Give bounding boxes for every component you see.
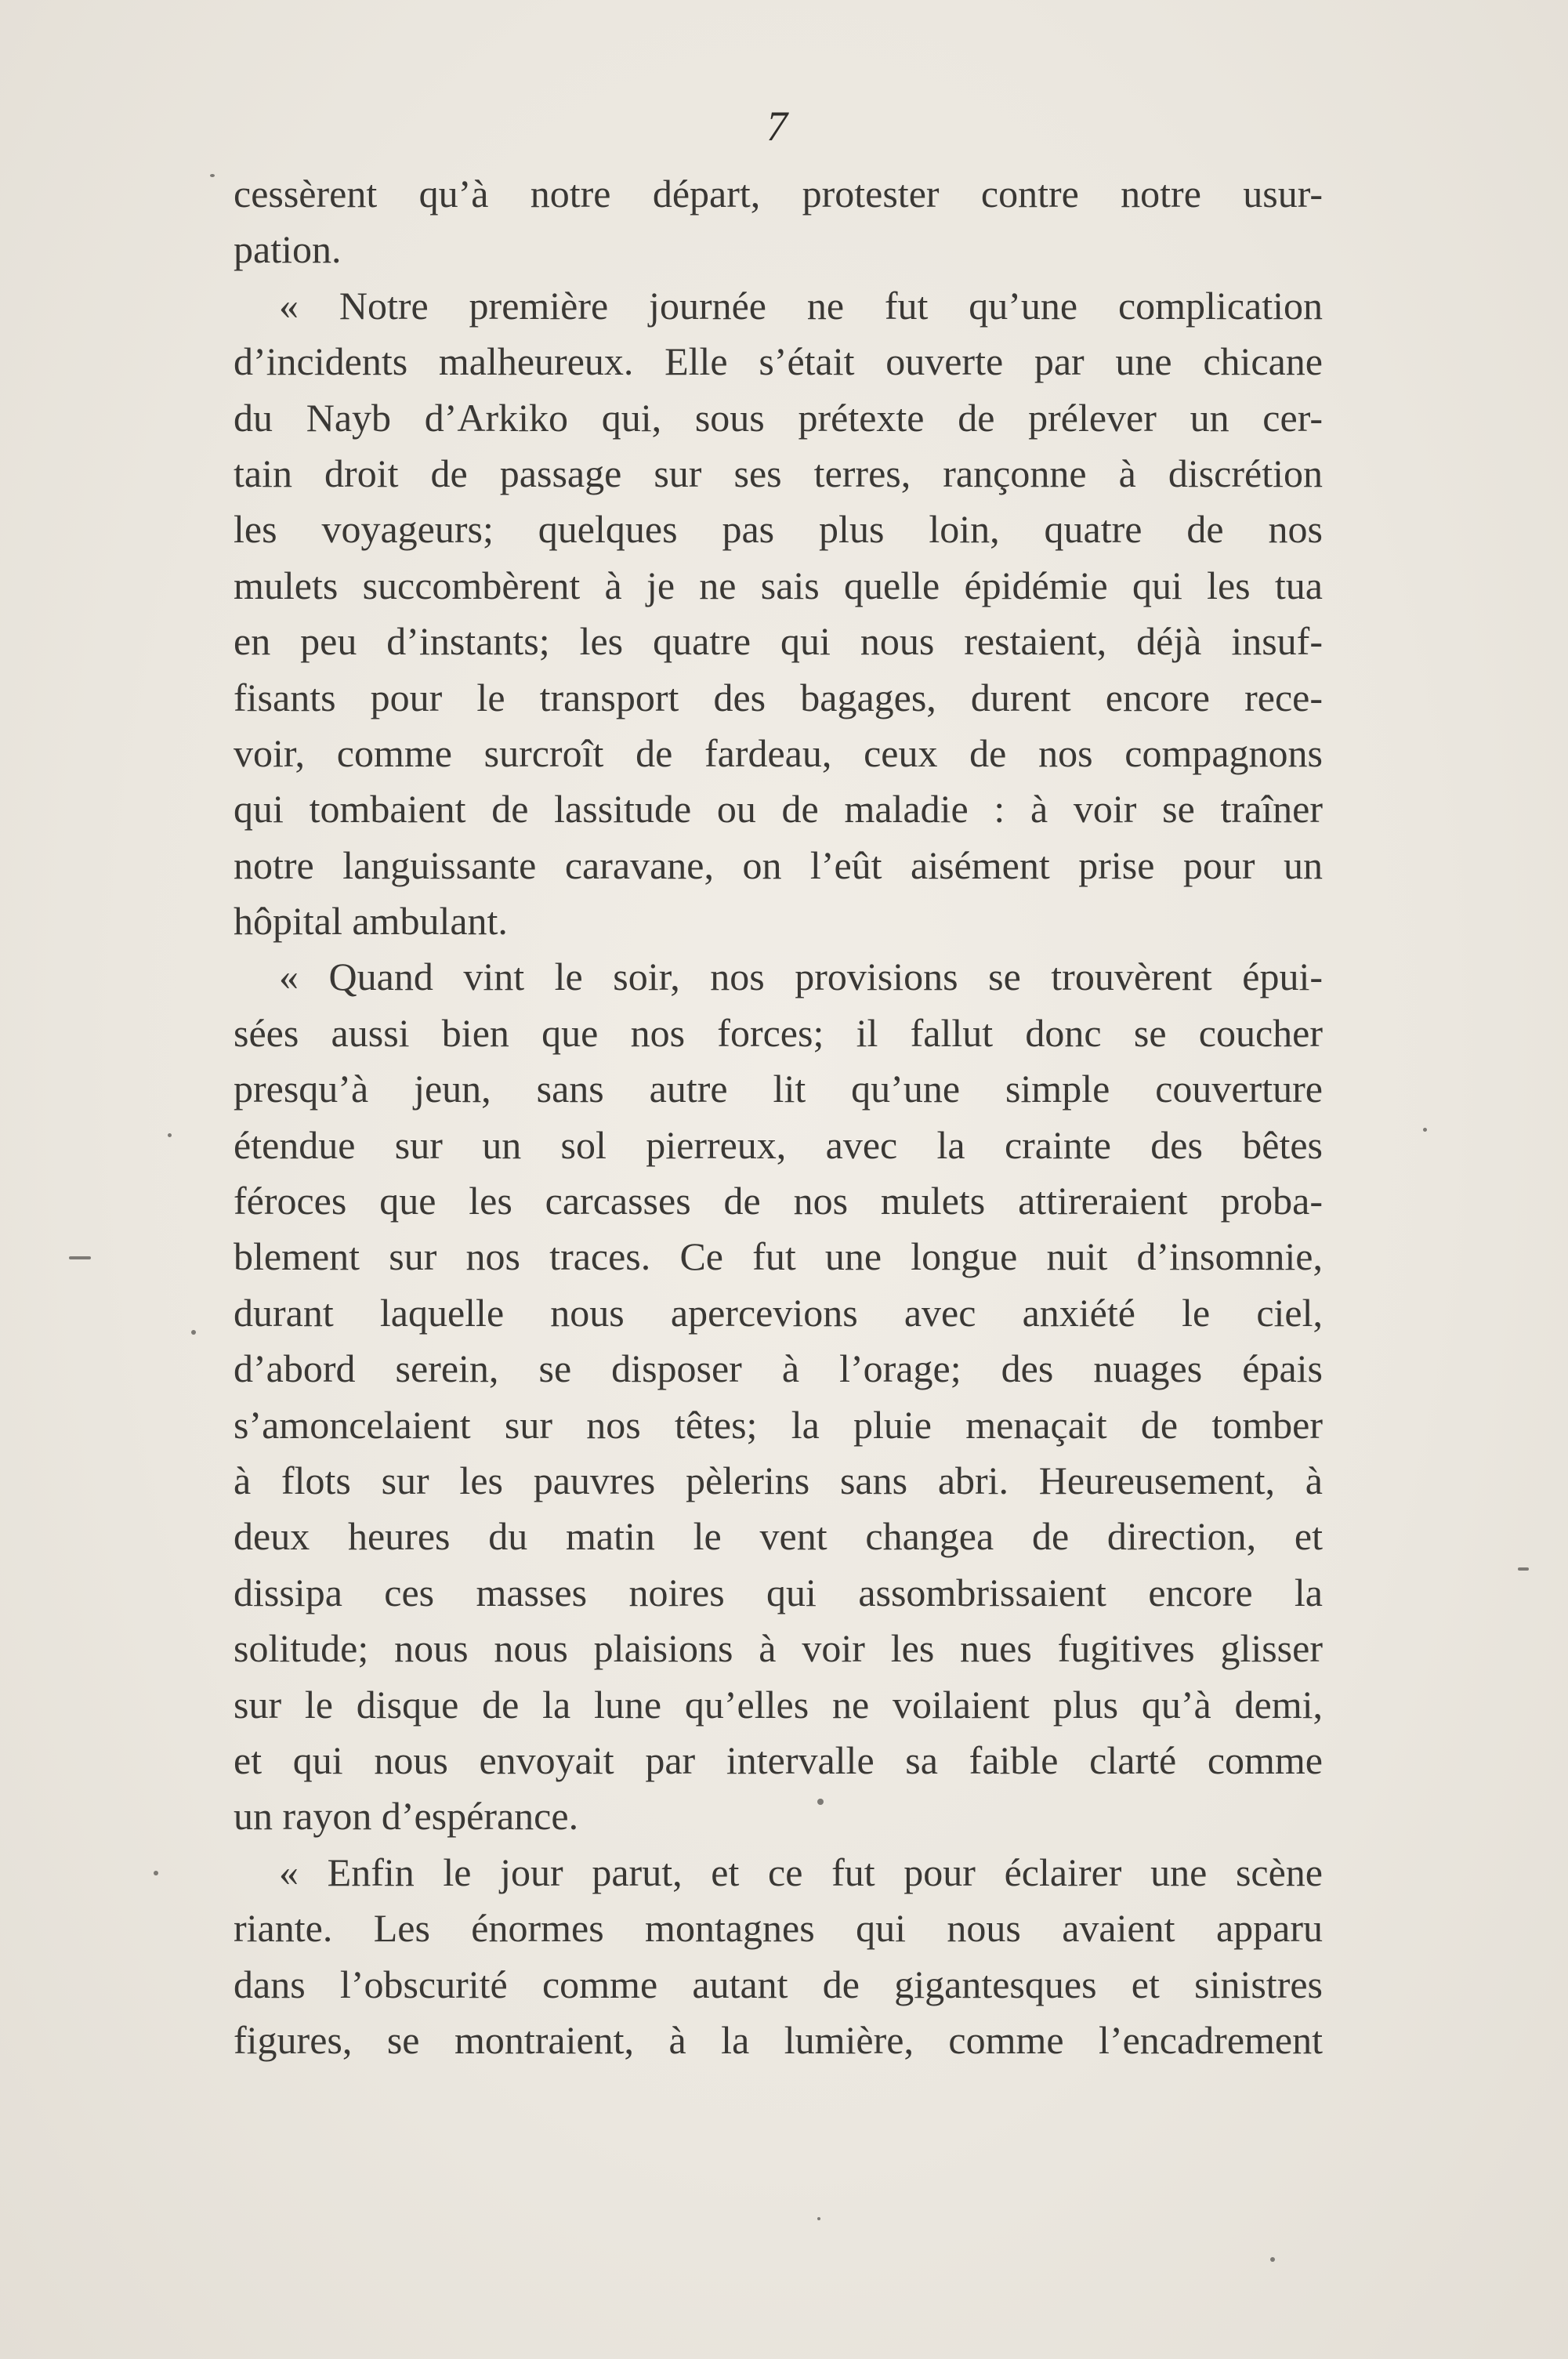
text-line: féroces que les carcasses de nos mulets attireraient proba- bbox=[234, 1179, 1323, 1223]
text-line: sées aussi bien que nos forces; il fallut donc se coucher bbox=[234, 1010, 1323, 1055]
text-line: deux heures du matin le vent changea de direction, et bbox=[234, 1514, 1323, 1559]
text-line: étendue sur un sol pierreux, avec la crainte des bêtes bbox=[234, 1122, 1323, 1167]
text-line: dans l’obscurité comme autant de gigantesques et sinistres bbox=[234, 1962, 1323, 2006]
page-number: 7 bbox=[766, 103, 788, 150]
text-line: du Nayb d’Arkiko qui, sous prétexte de prélever un cer- bbox=[234, 395, 1323, 440]
text-line: d’abord serein, se disposer à l’orage; des nuages épais bbox=[234, 1346, 1323, 1391]
scan-speck bbox=[1423, 1128, 1427, 1132]
text-line: d’incidents malheureux. Elle s’était ouverte par une chicane bbox=[234, 339, 1323, 384]
text-line: figures, se montraient, à la lumière, comme l’encadrement bbox=[234, 2017, 1323, 2062]
text-line: s’amoncelaient sur nos têtes; la pluie menaçait de tomber bbox=[234, 1402, 1323, 1447]
scan-speck bbox=[154, 1871, 158, 1875]
text-line: qui tombaient de lassitude ou de maladie : à voir se traîner bbox=[234, 787, 1323, 832]
scan-speck bbox=[191, 1330, 196, 1335]
text-line: notre languissante caravane, on l’eût aisément prise pour un bbox=[234, 842, 1323, 887]
text-line: et qui nous envoyait par intervalle sa faible clarté comme bbox=[234, 1738, 1323, 1782]
scan-speck bbox=[69, 1256, 91, 1259]
text-line: cessèrent qu’à notre départ, protester contre notre usur- bbox=[234, 172, 1323, 216]
scan-speck bbox=[1270, 2257, 1275, 2262]
text-line: en peu d’instants; les quatre qui nous restaient, déjà insuf- bbox=[234, 619, 1323, 664]
text-line: les voyageurs; quelques pas plus loin, quatre de nos bbox=[234, 507, 1323, 552]
text-line: à flots sur les pauvres pèlerins sans abri. Heureusement, à bbox=[234, 1458, 1323, 1502]
scan-speck bbox=[168, 1133, 172, 1137]
text-line: voir, comme surcroît de fardeau, ceux de nos compagnons bbox=[234, 730, 1323, 775]
text-line: un rayon d’espérance. bbox=[234, 1794, 579, 1839]
scan-speck bbox=[210, 174, 215, 177]
text-line: durant laquelle nous apercevions avec anxiété le ciel, bbox=[234, 1290, 1323, 1335]
text-line: tain droit de passage sur ses terres, rançonne à discrétion bbox=[234, 451, 1323, 495]
text-line: « Quand vint le soir, nos provisions se trouvèrent épui- bbox=[279, 955, 1323, 999]
text-line: dissipa ces masses noires qui assombrissaient encore la bbox=[234, 1570, 1323, 1614]
text-line: sur le disque de la lune qu’elles ne voilaient plus qu’à demi, bbox=[234, 1682, 1323, 1727]
text-line: blement sur nos traces. Ce fut une longue nuit d’insomnie, bbox=[234, 1234, 1323, 1279]
text-line: pation. bbox=[234, 227, 342, 272]
text-line: fisants pour le transport des bagages, durent encore rece- bbox=[234, 675, 1323, 719]
text-line: riante. Les énormes montagnes qui nous avaient apparu bbox=[234, 1906, 1323, 1951]
scan-speck bbox=[1518, 1567, 1529, 1571]
text-line: solitude; nous nous plaisions à voir les nues fugitives glisser bbox=[234, 1626, 1323, 1671]
scan-speck bbox=[817, 1799, 824, 1805]
body-text bbox=[234, 166, 1323, 2068]
text-line: mulets succombèrent à je ne sais quelle épidémie qui les tua bbox=[234, 563, 1323, 607]
text-line: presqu’à jeun, sans autre lit qu’une simple couverture bbox=[234, 1067, 1323, 1111]
text-line: hôpital ambulant. bbox=[234, 899, 508, 944]
scan-speck bbox=[817, 2217, 820, 2220]
text-line: « Notre première journée ne fut qu’une complication bbox=[279, 283, 1323, 328]
text-line: « Enfin le jour parut, et ce fut pour éclairer une scène bbox=[279, 1850, 1323, 1894]
